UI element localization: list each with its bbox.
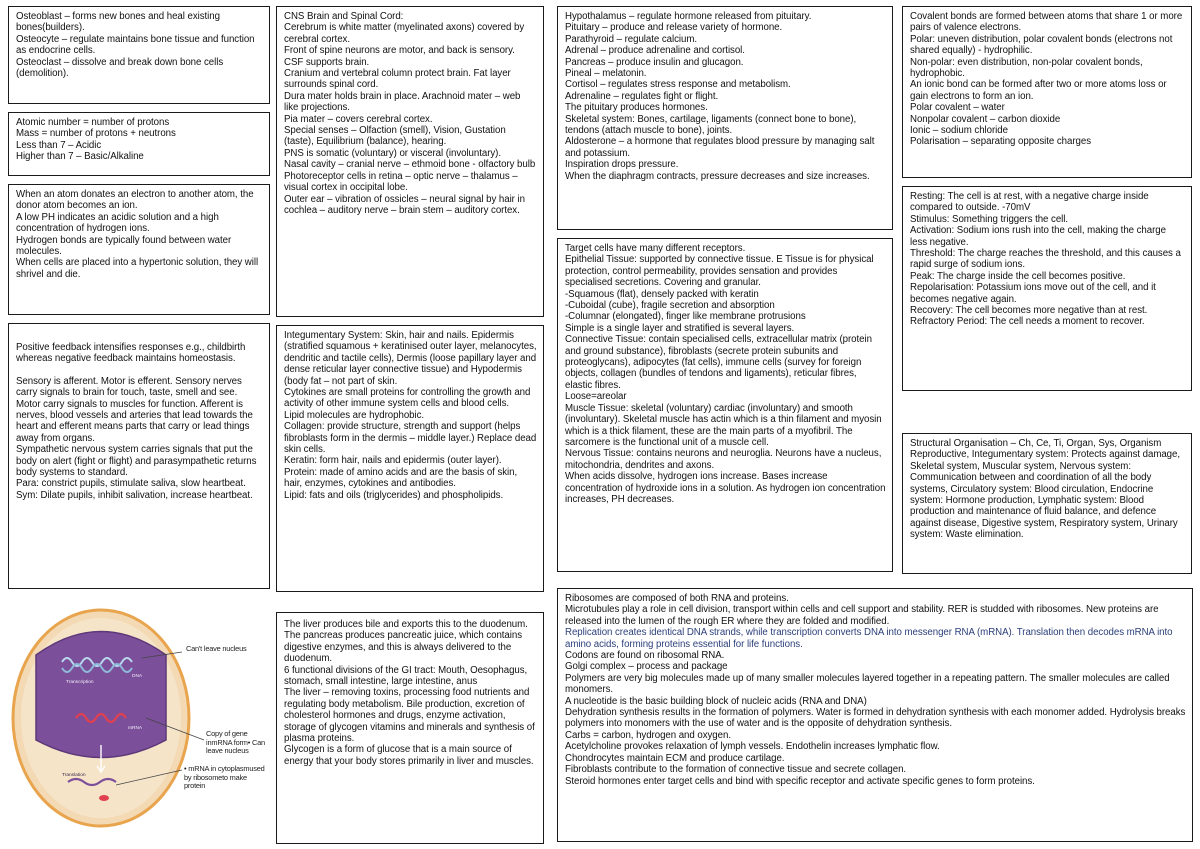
- cant-leave-nucleus-label: Can't leave nucleus: [186, 644, 247, 653]
- note-line: 6 functional divisions of the GI tract: Mouth, Oesophagus, stomach, small intestine, large intestine, anus: [284, 664, 528, 688]
- note-line: Threshold: The charge reaches the threshold, and this causes a rapid surge of sodium ions.: [910, 248, 1181, 271]
- note-line: The pituitary produces hormones.: [565, 102, 708, 114]
- note-line: Replication creates identical DNA strands, while transcription converts DNA into messenger RNA (mRNA). Translation then decodes mRNA into amino acids, forming proteins essential for life functions.: [565, 627, 1173, 650]
- note-line: Mass = number of protons + neutrons: [16, 128, 176, 140]
- mrna-cytoplasm-label: [184, 765, 268, 791]
- cell-biology-note: [557, 588, 1193, 842]
- note-line: Connective Tissue: contain specialised cells, extracellular matrix (protein and ground substance), fibroblasts (secrete protein subunits and proteoglycans), adipocytes (fat cells), immune cells (survey for foreign objects, collagen (bundles of tendons and ligaments), reticular fibres, elastic fibres.: [565, 334, 872, 391]
- nervous-feedback-note: [8, 323, 270, 589]
- note-line: Dehydration synthesis results in the formation of polymers. Water is formed in dehydration synthesis with each monomer added. Hydrolysis breaks polymers into monomers with the use of water and is the opposite of dehydration synthesis.: [565, 707, 1186, 730]
- note-line: Pineal – melatonin.: [565, 68, 647, 80]
- note-line: Covalent bonds are formed between atoms that share 1 or more pairs of valence electrons.: [910, 11, 1183, 34]
- integumentary-note: [276, 325, 544, 592]
- note-line: Activation: Sodium ions rush into the cell, making the charge less negative.: [910, 225, 1166, 248]
- note-line: Ionic – sodium chloride: [910, 125, 1008, 137]
- note-line: Nasal cavity – cranial nerve – ethmoid bone - olfactory bulb: [284, 159, 536, 171]
- nucleus: [36, 632, 166, 758]
- note-line: Osteoblast – forms new bones and heal existing bones(builders).: [16, 11, 220, 34]
- ribosome-dot: [99, 795, 109, 801]
- note-line: Lipid: fats and oils (triglycerides) and phospholipids.: [284, 489, 504, 501]
- note-line: Osteoclast – dissolve and break down bone cells (demolition).: [16, 56, 224, 80]
- note-line: Keratin: form hair, nails and epidermis (outer layer).: [284, 455, 502, 467]
- note-line: Pituitary – produce and release variety of hormone.: [565, 22, 783, 34]
- action-potential-note: [902, 186, 1192, 391]
- note-line: Pia mater – covers cerebral cortex.: [284, 113, 433, 125]
- tissues-note: [557, 238, 893, 572]
- note-line: Parathyroid – regulate calcium.: [565, 33, 697, 45]
- note-line: Adrenal – produce adrenaline and cortisol.: [565, 45, 745, 57]
- note-line: The liver produces bile and exports this to the duodenum. The pancreas produces pancreatic juice, which contains digestive enzymes, and this is always delivered to the duodenum.: [284, 619, 528, 665]
- note-line: Cytokines are small proteins for controlling the growth and activity of other immune system cells and blood cells.: [284, 387, 531, 410]
- note-line: Sympathetic nervous system carries signals that put the body on alert (fight or flight) and parasympathetic returns body systems to standard.: [16, 444, 257, 479]
- note-line: • Can leave nucleus: [206, 737, 265, 756]
- note-line: Simple is a single layer and stratified is several layers.: [565, 322, 795, 334]
- note-line: Resting: The cell is at rest, with a negative charge inside compared to outside. -70mV: [910, 191, 1149, 214]
- mrna-inner-label: mRNA: [128, 726, 143, 731]
- note-line: Glycogen is a form of glucose that is a main source of energy that your body stores primarily in liver and muscles.: [284, 744, 534, 767]
- note-line: An ionic bond can be formed after two or more atoms loss or gain electrons to form an ion.: [910, 79, 1167, 102]
- note-line: Hydrogen bonds are typically found between water molecules.: [16, 234, 232, 258]
- note-line: Acetylcholine provokes relaxation of lymph vessels. Endothelin increases lymphatic flow.: [565, 741, 940, 753]
- note-line: Steroid hormones enter target cells and bind with specific receptor and activate specific genes to form proteins.: [565, 775, 1035, 787]
- note-line: Structural Organisation – Ch, Ce, Ti, Organ, Sys, Organism: [910, 438, 1162, 449]
- note-line: Collagen: provide structure, strength and support (helps fibroblasts form in the dermis – middle layer.) Replace dead skin cells.: [284, 421, 537, 456]
- note-line: Reproductive, Integumentary system: Protects against damage, Skeletal system, Muscular system, Nervous system: Communication between and coordination of all the body systems, Circulatory system: Blood circulation, Endocrine system: Hormone production, Lymphatic system: Blood production and maintenance of fluid balance, and defence against disease, Digestive system, Respiratory system, Urinary system: Waste elimination.: [910, 449, 1181, 541]
- cns-brain-note: [276, 6, 544, 317]
- osteo-cells-note: [8, 6, 270, 104]
- note-line: Target cells have many different receptors.: [565, 243, 746, 254]
- note-line: Less than 7 – Acidic: [16, 139, 102, 151]
- note-line: Recovery: The cell becomes more negative than at rest.: [910, 305, 1148, 317]
- note-line: Dura mater holds brain in place. Arachnoid mater – web like projections.: [284, 90, 521, 114]
- note-line: Front of spine neurons are motor, and back is sensory.: [284, 45, 515, 57]
- paragraph-gap: [16, 365, 263, 376]
- note-line: Photoreceptor cells in retina – optic nerve – thalamus – visual cortex in occipital lobe.: [284, 170, 518, 194]
- note-line: Outer ear – vibration of ossicles – neural signal by hair in cochlea – auditory nerve – brain stem – auditory cortex.: [284, 193, 525, 216]
- note-line: Carbs = carbon, hydrogen and oxygen.: [565, 729, 731, 741]
- note-line: Higher than 7 – Basic/Alkaline: [16, 151, 144, 163]
- transcription-label: Transcription: [66, 680, 94, 685]
- note-line: Skeletal system: Bones, cartilage, ligaments (connect bone to bone), tendons (attach muscle to bone), joints.: [565, 113, 857, 137]
- note-line: Fibroblasts contribute to the formation of connective tissue and secrete collagen.: [565, 764, 907, 776]
- note-line: Integumentary System: Skin, hair and nails. Epidermis (stratified squamous + keratinised outer layer, melanocytes, dendritic and tactile cells), Dermis (loose papillary layer and dense reticular layer connective tissue) and Hypodermis (body fat – not part of skin.: [284, 330, 537, 387]
- atomic-number-note: [8, 112, 270, 176]
- note-line: Microtubules play a role in cell division, transport within cells and cell support and stability. RER is studded with ribosomes. New proteins are released into the lumen of the rough ER where they are folded and modified.: [565, 604, 1159, 627]
- note-line: A low PH indicates an acidic solution and a high concentration of hydrogen ions.: [16, 211, 219, 235]
- note-line: to make protein: [184, 772, 247, 791]
- note-line: • mRNA in cytoplasm: [184, 764, 250, 773]
- note-line: A nucleotide is the basic building block of nucleic acids (RNA and DNA): [565, 695, 867, 707]
- note-line: Muscle Tissue: skeletal (voluntary) cardiac (involuntary) and smooth (involuntary). Skeletal muscle has actin which is a thin filament and myosin which is a thick filament, these are the main parts of a myofibril. The sarcomere is the functional unit of a muscle cell.: [565, 402, 882, 448]
- note-line: Special senses – Olfaction (smell), Vision, Gustation (taste), Equilibrium (balance), hearing.: [284, 125, 506, 148]
- note-line: -Columnar (elongated), finger like membrane protrusions: [565, 311, 806, 323]
- note-line: Epithelial Tissue: supported by connective tissue. E Tissue is for physical protection, control permeability, provides sensation and provides specialised secretions. Covering and granular.: [565, 254, 874, 289]
- translation-label: Translation: [62, 773, 86, 778]
- note-line: Ribosomes are composed of both RNA and proteins.: [565, 593, 789, 604]
- copy-of-gene-label: [206, 730, 268, 756]
- note-line: Atomic number = number of protons: [16, 117, 170, 128]
- note-line: -Squamous (flat), densely packed with keratin: [565, 288, 759, 300]
- note-line: Cortisol – regulates stress response and metabolism.: [565, 79, 791, 91]
- note-line: Polar covalent – water: [910, 102, 1005, 114]
- note-line: When cells are placed into a hypertonic solution, they will shrivel and die.: [16, 257, 259, 280]
- note-line: When the diaphragm contracts, pressure decreases and size increases.: [565, 170, 870, 182]
- note-line: Codons are found on ribosomal RNA.: [565, 650, 725, 662]
- note-line: Repolarisation: Potassium ions move out of the cell, and it becomes negative again.: [910, 282, 1156, 305]
- note-line: Loose=areolar: [565, 391, 627, 403]
- note-line: When an atom donates an electron to another atom, the donor atom becomes an ion.: [16, 189, 254, 212]
- dna-label: DNA: [132, 674, 143, 679]
- note-line: Non-polar: even distribution, non-polar covalent bonds, hydrophobic.: [910, 56, 1143, 80]
- note-line: Inspiration drops pressure.: [565, 159, 679, 171]
- note-line: PNS is somatic (voluntary) or visceral (involuntary).: [284, 147, 501, 159]
- note-line: Stimulus: Something triggers the cell.: [910, 213, 1069, 225]
- note-line: Protein: made of amino acids and are the basis of skin, hair, enzymes, cytokines and antibodies.: [284, 466, 518, 490]
- note-line: -Cuboidal (cube), fragile secretion and absorption: [565, 300, 775, 312]
- hormones-note: [557, 6, 893, 230]
- ions-note: [8, 184, 270, 315]
- note-line: Polymers are very big molecules made up of many smaller molecules layered together in a repeating pattern. The smaller molecules are called monomers.: [565, 672, 1170, 696]
- note-line: When acids dissolve, hydrogen ions increase. Bases increase concentration of hydroxide ions in a solution. As hydrogen ion concentration increases, PH decreases.: [565, 471, 886, 505]
- note-line: Nervous Tissue: contains neurons and neuroglia. Neurons have a nucleus, mitochondria, dendrites and axons.: [565, 448, 882, 471]
- chemical-bonds-note: [902, 6, 1192, 178]
- note-line: mRNA form: [211, 737, 248, 747]
- note-line: Peak: The charge inside the cell becomes positive.: [910, 270, 1126, 282]
- note-line: Polarisation – separating opposite charges: [910, 136, 1092, 148]
- note-line: Copy of gene in: [206, 729, 248, 747]
- note-line: Hypothalamus – regulate hormone released from pituitary.: [565, 11, 812, 22]
- note-line: Sensory is afferent. Motor is efferent. Sensory nerves carry signals to brain for touch, taste, smell and see. Motor carry signals to muscles for function. Afferent is nerves, blood vessels and arteries that lead towards the heart and efferent means parts that carry or lead things away from organs.: [16, 375, 253, 444]
- note-line: Nonpolar covalent – carbon dioxide: [910, 113, 1061, 125]
- note-line: Refractory Period: The cell needs a moment to recover.: [910, 316, 1145, 328]
- note-line: CNS Brain and Spinal Cord:: [284, 11, 404, 22]
- note-line: used by ribosome: [184, 764, 265, 782]
- note-line: Lipid molecules are hydrophobic.: [284, 409, 425, 421]
- note-line: CSF supports brain.: [284, 56, 370, 68]
- note-line: The liver – removing toxins, processing food nutrients and regulating body metabolism. Bile production, excretion of cholesterol hormones and drugs, enzyme activation, storage of glycogen vitamins and minerals and synthesis of plasma proteins.: [284, 687, 535, 745]
- note-line: Polar: uneven distribution, polar covalent bonds (electrons not shared equally) - hydrophilic.: [910, 33, 1173, 57]
- body-systems-note: [902, 433, 1192, 574]
- note-line: Para: constrict pupils, stimulate saliva, slow heartbeat. Sym: Dilate pupils, inhibit salivation, increase heartbeat.: [16, 478, 253, 501]
- liver-gi-note: [276, 612, 544, 844]
- note-line: Cerebrum is white matter (myelinated axons) covered by cerebral cortex.: [284, 22, 525, 45]
- note-line: Osteocyte – regulate maintains bone tissue and function as endocrine cells.: [16, 33, 255, 57]
- protein-synthesis-figure: [6, 600, 268, 840]
- note-line: Aldosterone – a hormone that regulates blood pressure by managing salt and potassium.: [565, 136, 875, 159]
- cell-diagram: [6, 600, 268, 840]
- note-line: Chondrocytes maintain ECM and produce cartilage.: [565, 752, 785, 764]
- note-line: Adrenaline – regulates fight or flight.: [565, 90, 719, 102]
- note-line: Pancreas – produce insulin and glucagon.: [565, 56, 744, 68]
- note-line: Positive feedback intensifies responses e.g., childbirth whereas negative feedback maintains homeostasis.: [16, 342, 246, 365]
- note-line: Golgi complex – process and package: [565, 661, 728, 673]
- note-line: Cranium and vertebral column protect brain. Fat layer surrounds spinal cord.: [284, 68, 511, 91]
